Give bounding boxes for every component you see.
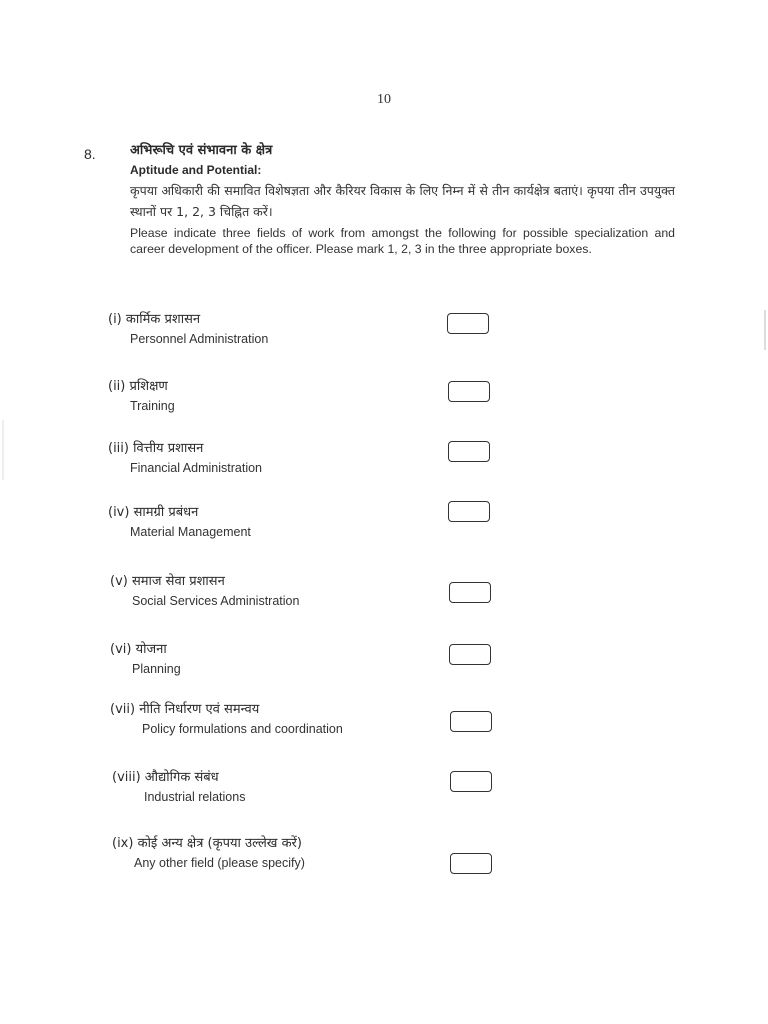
option-label-hindi: (viii) औद्योगिक संबंध [112,770,219,785]
option-label-hindi: (iii) वित्तीय प्रशासन [108,441,204,456]
option-label-hindi: (vii) नीति निर्धारण एवं समन्वय [110,702,260,717]
option-label-hindi: (ii) प्रशिक्षण [108,379,168,394]
option-label-hindi: (v) समाज सेवा प्रशासन [110,574,225,589]
option-label-english: Any other field (please specify) [134,856,305,870]
scan-edge-mark [764,310,766,350]
option-label-hindi: (i) कार्मिक प्रशासन [108,312,201,327]
option-label-english: Planning [132,662,181,676]
option-label-english: Training [130,399,175,413]
checkbox-planning[interactable] [449,644,491,665]
option-label-english: Social Services Administration [132,594,300,608]
checkbox-personnel-administration[interactable] [447,313,489,334]
checkbox-industrial-relations[interactable] [450,771,492,792]
option-label-english: Personnel Administration [130,332,269,346]
question-block [130,140,675,257]
option-label-english: Financial Administration [130,461,263,475]
instruction-hindi: कृपया अधिकारी की समावित विशेषज्ञता और कैरियर विकास के लिए निम्न में से तीन कार्यक्षेत्र बताएं। कृपया तीन उपयुक्त स्थानों पर 1, 2, 3 चिह्नित करें। [130,183,675,219]
option-label-english: Material Management [130,525,251,539]
question-title-hindi: अभिरूचि एवं संभावना के क्षेत्र [130,143,273,158]
page-number: 10 [377,92,391,107]
instruction-english: Please indicate three fields of work from amongst the following for possible specialization and career development of the officer. Please mark 1, 2, 3 in the three appropriate boxes. [130,226,675,256]
checkbox-training[interactable] [448,381,490,402]
checkbox-social-services-administration[interactable] [449,582,491,603]
checkbox-policy-formulations[interactable] [450,711,492,732]
question-title-english: Aptitude and Potential: [130,163,262,177]
option-label-hindi: (iv) सामग्री प्रबंधन [108,505,199,520]
checkbox-material-management[interactable] [448,501,490,522]
scan-edge-mark [2,420,4,480]
checkbox-financial-administration[interactable] [448,441,490,462]
option-label-hindi: (ix) कोई अन्य क्षेत्र (कृपया उल्लेख करें) [112,836,302,851]
checkbox-any-other-field[interactable] [450,853,492,874]
question-number: 8. [84,146,96,162]
option-label-english: Industrial relations [144,790,246,804]
option-label-hindi: (vi) योजना [110,642,167,657]
option-label-english: Policy formulations and coordination [142,722,343,736]
